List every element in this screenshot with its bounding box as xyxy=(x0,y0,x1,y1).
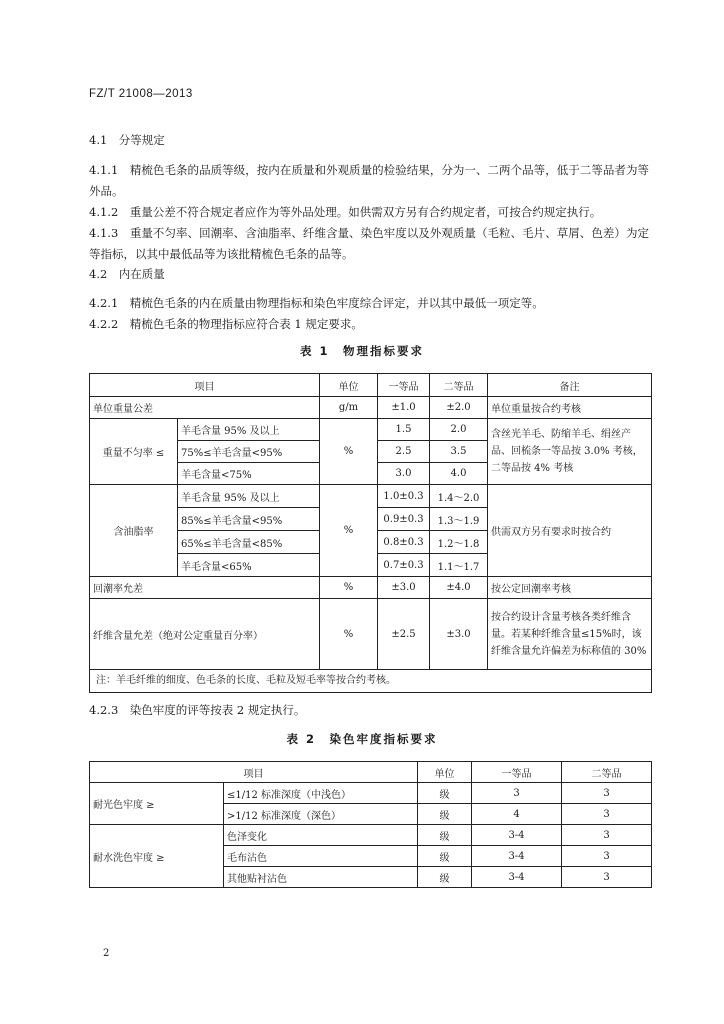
sub-item-cell: 75%≤羊毛含量<95% xyxy=(178,441,320,463)
first-grade-cell: 0.7±0.3 xyxy=(378,554,430,577)
table1-header-remark: 备注 xyxy=(488,374,652,397)
first-grade-cell: ±2.5 xyxy=(378,599,430,670)
sub-item-cell: 羊毛含量<65% xyxy=(178,554,320,577)
paragraph-4-2-1 xyxy=(89,293,649,314)
sub-item-cell: 色泽变化 xyxy=(224,825,418,846)
unit-cell: % xyxy=(320,419,378,485)
first-grade-cell: 0.8±0.3 xyxy=(378,531,430,554)
sub-item-cell: 羊毛含量 95% 及以上 xyxy=(178,419,320,441)
table-row xyxy=(90,485,652,508)
second-grade-cell: 4.0 xyxy=(430,463,488,485)
second-grade-cell: ±4.0 xyxy=(430,577,488,599)
table-row xyxy=(90,419,652,441)
table2-header-first: 一等品 xyxy=(472,762,562,783)
table-row xyxy=(90,397,652,419)
sub-item-cell: 85%≤羊毛含量<95% xyxy=(178,508,320,531)
table-note-row xyxy=(90,670,652,693)
second-grade-cell: 3 xyxy=(562,846,652,867)
clause-number: 4.1.2 xyxy=(89,205,119,219)
clause-number: 4.1.3 xyxy=(89,226,119,240)
first-grade-cell: 3-4 xyxy=(472,825,562,846)
table2-color-fastness xyxy=(89,761,652,888)
remark-cell: 含丝光羊毛、防缩羊毛、绢丝产品、回梳条一等品按 3.0% 考核，二等品按 4% 考核 xyxy=(488,419,652,485)
second-grade-cell: 2.0 xyxy=(430,419,488,441)
remark-cell: 按合约设计含量考核各类纤维含量。若某种纤维含量≤15%时，该纤维含量允许偏差为标称值的 30% xyxy=(488,599,652,670)
group-label-water: 耐水洗色牢度 ≥ xyxy=(90,825,224,888)
table2-header-unit: 单位 xyxy=(418,762,472,783)
group-label-oil: 含油脂率 xyxy=(90,485,178,577)
first-grade-cell: 3 xyxy=(472,783,562,804)
group-label-uneven: 重量不匀率 ≤ xyxy=(90,419,178,485)
clause-number: 4.2.2 xyxy=(89,317,119,331)
second-grade-cell: 1.3～1.9 xyxy=(430,508,488,531)
sub-item-cell: 毛布沾色 xyxy=(224,846,418,867)
paragraph-4-2-3 xyxy=(89,700,649,721)
table-row xyxy=(90,599,652,670)
table1-header-second: 二等品 xyxy=(430,374,488,397)
unit-cell: 级 xyxy=(418,825,472,846)
clause-number: 4.2.1 xyxy=(89,296,119,310)
sub-item-cell: 其他贴衬沾色 xyxy=(224,867,418,888)
sub-item-cell: 65%≤羊毛含量<85% xyxy=(178,531,320,554)
unit-cell: 级 xyxy=(418,867,472,888)
second-grade-cell: ±3.0 xyxy=(430,599,488,670)
clause-text: 染色牢度的评等按表 2 规定执行。 xyxy=(129,703,306,717)
first-grade-cell: 1.5 xyxy=(378,419,430,441)
table1-note: 注：羊毛纤维的细度、色毛条的长度、毛粒及短毛率等按合约考核。 xyxy=(90,670,652,693)
table1-header-first: 一等品 xyxy=(378,374,430,397)
second-grade-cell: 1.1～1.7 xyxy=(430,554,488,577)
table1-header-row xyxy=(90,374,652,397)
sub-item-cell: ≤1/12 标准深度（中浅色） xyxy=(224,783,418,804)
table2-header-second: 二等品 xyxy=(562,762,652,783)
paragraph-4-2-2 xyxy=(89,314,649,335)
second-grade-cell: 1.2～1.8 xyxy=(430,531,488,554)
row-label: 回潮率允差 xyxy=(90,577,320,599)
unit-cell: g/m xyxy=(320,397,378,419)
remark-cell: 单位重量按合约考核 xyxy=(488,397,652,419)
unit-cell: 级 xyxy=(418,783,472,804)
second-grade-cell: 3 xyxy=(562,804,652,825)
first-grade-cell: ±1.0 xyxy=(378,397,430,419)
first-grade-cell: 3-4 xyxy=(472,867,562,888)
clause-number: 4.2.3 xyxy=(89,703,119,717)
unit-cell: % xyxy=(320,485,378,577)
second-grade-cell: 3 xyxy=(562,867,652,888)
unit-cell: 级 xyxy=(418,846,472,867)
second-grade-cell: 3 xyxy=(562,783,652,804)
table-row xyxy=(90,825,652,846)
section-4-1-heading: 4.1 分等规定 xyxy=(89,133,165,147)
first-grade-cell: 3.0 xyxy=(378,463,430,485)
second-grade-cell: 3.5 xyxy=(430,441,488,463)
row-label: 纤维含量允差（绝对公定重量百分率） xyxy=(90,599,320,670)
second-grade-cell: 1.4～2.0 xyxy=(430,485,488,508)
clause-text: 精梳色毛条的物理指标应符合表 1 规定要求。 xyxy=(129,317,363,331)
table1-header-item: 项目 xyxy=(90,374,320,397)
section-4-2-heading: 4.2 内在质量 xyxy=(89,267,165,281)
clause-text: 精梳色毛条的内在质量由物理指标和染色牢度综合评定，并以其中最低一项定等。 xyxy=(129,296,544,310)
table-row xyxy=(90,577,652,599)
first-grade-cell: 3-4 xyxy=(472,846,562,867)
table2-caption: 表 2 染色牢度指标要求 xyxy=(286,732,438,746)
unit-cell: 级 xyxy=(418,804,472,825)
first-grade-cell: ±3.0 xyxy=(378,577,430,599)
clause-text: 精梳色毛条的品质等级，按内在质量和外观质量的检验结果，分为一、二两个品等，低于二等品者为等外品。 xyxy=(89,163,649,198)
document-id: FZ/T 21008—2013 xyxy=(89,88,193,100)
group-label-light: 耐光色牢度 ≥ xyxy=(90,783,224,825)
table2-header-row xyxy=(90,762,652,783)
paragraph-4-1-2 xyxy=(89,202,649,223)
second-grade-cell: 3 xyxy=(562,825,652,846)
paragraph-4-1-3 xyxy=(89,223,649,265)
unit-cell: % xyxy=(320,577,378,599)
table1-header-unit: 单位 xyxy=(320,374,378,397)
table1-caption: 表 1 物理指标要求 xyxy=(299,344,424,358)
remark-cell: 按公定回潮率考核 xyxy=(488,577,652,599)
clause-text: 重量公差不符合规定者应作为等外品处理。如供需双方另有合约规定者，可按合约规定执行。 xyxy=(129,205,602,219)
row-label: 单位重量公差 xyxy=(90,397,320,419)
sub-item-cell: 羊毛含量 95% 及以上 xyxy=(178,485,320,508)
first-grade-cell: 4 xyxy=(472,804,562,825)
first-grade-cell: 2.5 xyxy=(378,441,430,463)
clause-number: 4.1.1 xyxy=(89,163,119,177)
table-row xyxy=(90,783,652,804)
clause-text: 重量不匀率、回潮率、含油脂率、纤维含量、染色牢度以及外观质量（毛粒、毛片、草屑、色差）为定等指标，以其中最低品等为该批精梳色毛条的品等。 xyxy=(89,226,649,261)
remark-cell: 供需双方另有要求时按合约 xyxy=(488,485,652,577)
first-grade-cell: 1.0±0.3 xyxy=(378,485,430,508)
paragraph-4-1-1 xyxy=(89,160,649,202)
sub-item-cell: 羊毛含量<75% xyxy=(178,463,320,485)
table1-physical-indexes xyxy=(89,373,652,693)
page-number: 2 xyxy=(103,948,110,959)
unit-cell: % xyxy=(320,599,378,670)
table2-header-item: 项目 xyxy=(90,762,418,783)
second-grade-cell: ±2.0 xyxy=(430,397,488,419)
sub-item-cell: >1/12 标准深度（深色） xyxy=(224,804,418,825)
first-grade-cell: 0.9±0.3 xyxy=(378,508,430,531)
